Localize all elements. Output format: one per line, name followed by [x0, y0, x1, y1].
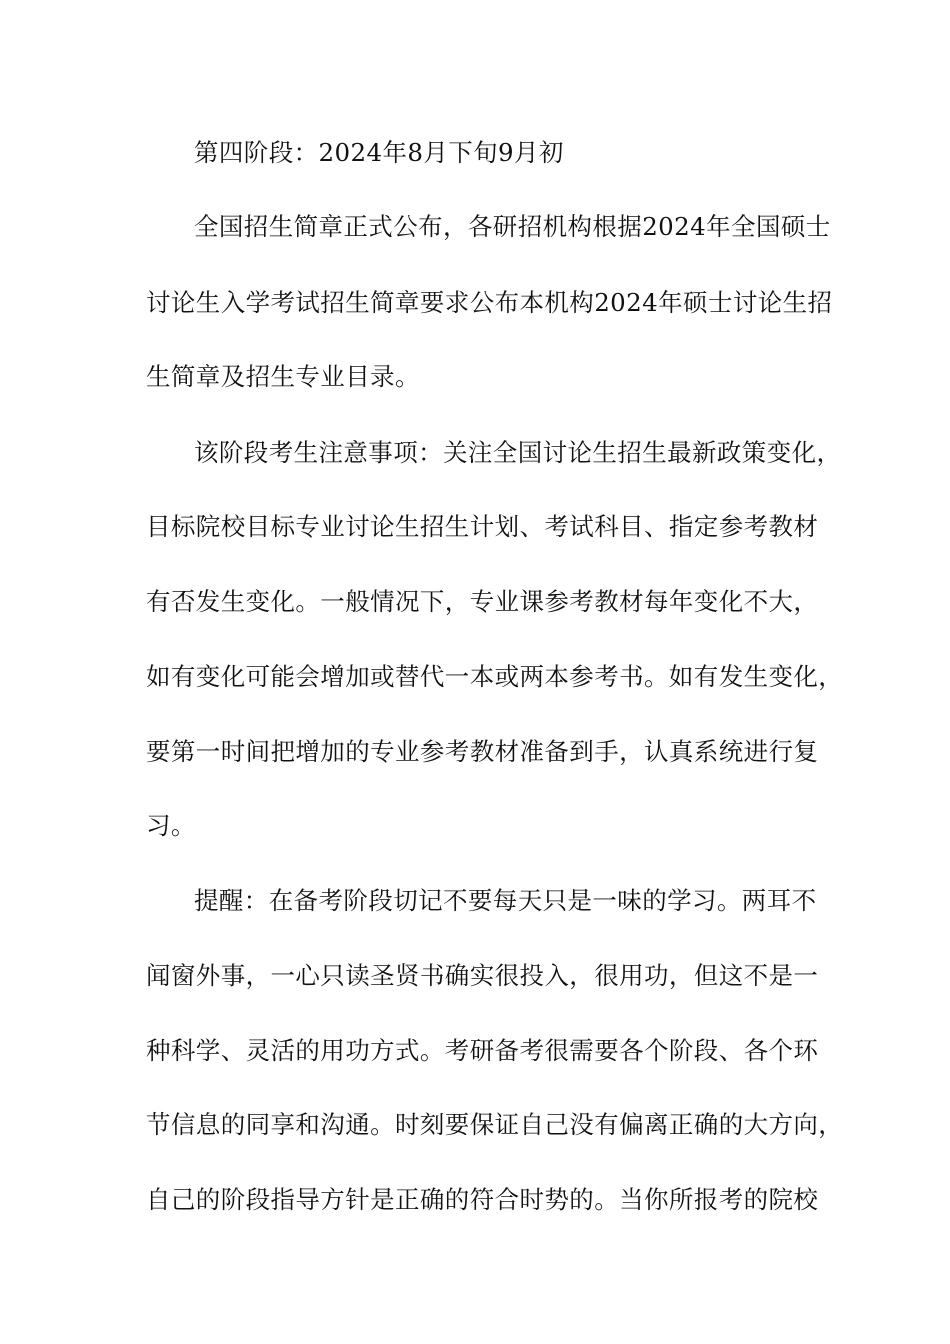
paragraph-line: 目标院校目标专业讨论生招生计划、考试科目、指定参考教材	[146, 512, 819, 541]
paragraph-line: 要第一时间把增加的专业参考教材准备到手，认真系统进行复	[146, 737, 819, 766]
paragraph-line: 习。	[146, 811, 196, 840]
paragraph-line: 如有变化可能会增加或替代一本或两本参考书。如有发生变化，	[146, 662, 844, 691]
paragraph-line: 闻窗外事，一心只读圣贤书确实很投入，很用功，但这不是一	[146, 961, 819, 990]
paragraph-line: 有否发生变化。一般情况下，专业课参考教材每年变化不大，	[146, 587, 819, 616]
paragraph-line: 提醒：在备考阶段切记不要每天只是一味的学习。两耳不	[194, 886, 817, 915]
paragraph-line: 节信息的同享和沟通。时刻要保证自己没有偏离正确的大方向，	[146, 1110, 844, 1139]
paragraph-line: 种科学、灵活的用功方式。考研备考很需要各个阶段、各个环	[146, 1036, 819, 1065]
paragraph-line: 生简章及招生专业目录。	[146, 362, 420, 391]
paragraph-line: 讨论生入学考试招生简章要求公布本机构2024年硕士讨论生招	[146, 288, 833, 317]
heading-stage-four: 第四阶段：2024年8月下旬9月初	[194, 138, 564, 167]
paragraph-line: 自己的阶段指导方针是正确的符合时势的。当你所报考的院校	[146, 1185, 819, 1214]
paragraph-line: 该阶段考生注意事项：关注全国讨论生招生最新政策变化，	[194, 438, 842, 467]
paragraph-line: 全国招生简章正式公布，各研招机构根据2024年全国硕士	[194, 212, 831, 241]
